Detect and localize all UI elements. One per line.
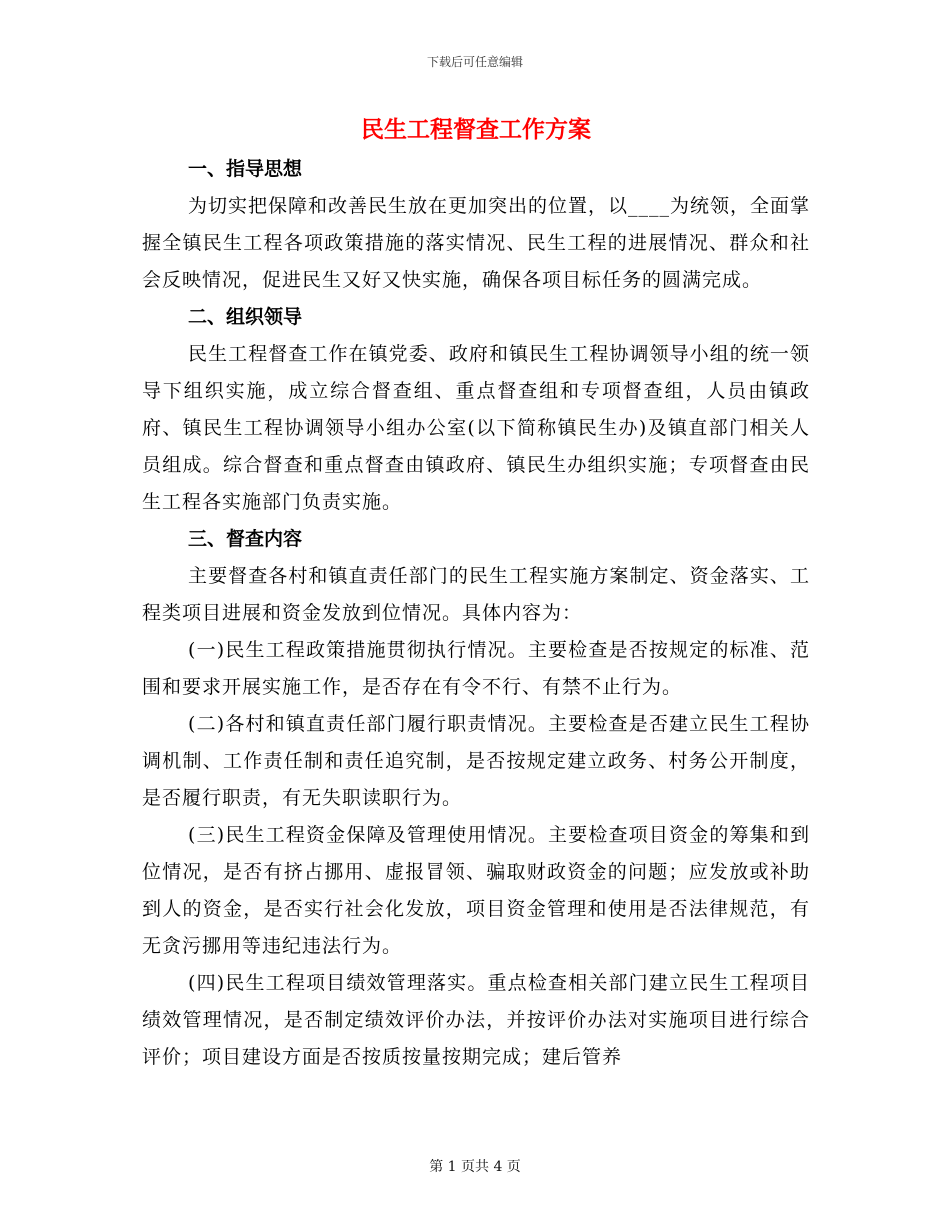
section-inspection-content [142, 521, 810, 1076]
paragraph: (三)民生工程资金保障及管理使用情况。主要检查项目资金的筹集和到位情况，是否有挤占挪用、虚报冒领、骗取财政资金的问题；应发放或补助到人的资金，是否实行社会化发放，项目资金管理和使用是否法律规范，有无贪污挪用等违纪违法行为。 [142, 824, 810, 957]
document-title: 民生工程督查工作方案 [361, 116, 591, 143]
paragraph: 主要督查各村和镇直责任部门的民生工程实施方案制定、资金落实、工程类项目进展和资金发放到位情况。具体内容为： [142, 565, 810, 624]
page-footer: 第 1 页共 4 页 [429, 1159, 521, 1175]
paragraph: (一)民生工程政策措施贯彻执行情况。主要检查是否按规定的标准、范围和要求开展实施工作，是否存在有令不行、有禁不止行为。 [142, 639, 810, 698]
page-header: 下载后可任意编辑 [426, 55, 523, 69]
paragraph: (四)民生工程项目绩效管理落实。重点检查相关部门建立民生工程项目绩效管理情况，是否制定绩效评价办法，并按评价办法对实施项目进行综合评价；项目建设方面是否按质按量按期完成；建后管养 [142, 972, 810, 1068]
paragraph: 为切实把保障和改善民生放在更加突出的位置，以____为统领，全面掌握全镇民生工程各项政策措施的落实情况、民生工程的进展情况、群众和社会反映情况，促进民生又好又快实施，确保各项目标任务的圆满完成。 [142, 195, 811, 291]
document-body [142, 113, 810, 1076]
section-heading: 二、组织领导 [188, 306, 303, 328]
section-organization [142, 299, 810, 521]
paragraph: (二)各村和镇直责任部门履行职责情况。主要检查是否建立民生工程协调机制、工作责任制和责任追究制，是否按规定建立政务、村务公开制度，是否履行职责，有无失职读职行为。 [142, 713, 810, 809]
paragraph: 民生工程督查工作在镇党委、政府和镇民生工程协调领导小组的统一领导下组织实施，成立综合督查组、重点督查组和专项督查组，人员由镇政府、镇民生工程协调领导小组办公室(以下简称镇民生办)及镇直部门相关人员组成。综合督查和重点督查由镇政府、镇民生办组织实施；专项督查由民生工程各实施部门负责实施。 [142, 343, 810, 513]
section-guiding-thought [142, 151, 810, 299]
section-heading: 一、指导思想 [188, 158, 303, 180]
section-heading: 三、督查内容 [188, 528, 303, 550]
